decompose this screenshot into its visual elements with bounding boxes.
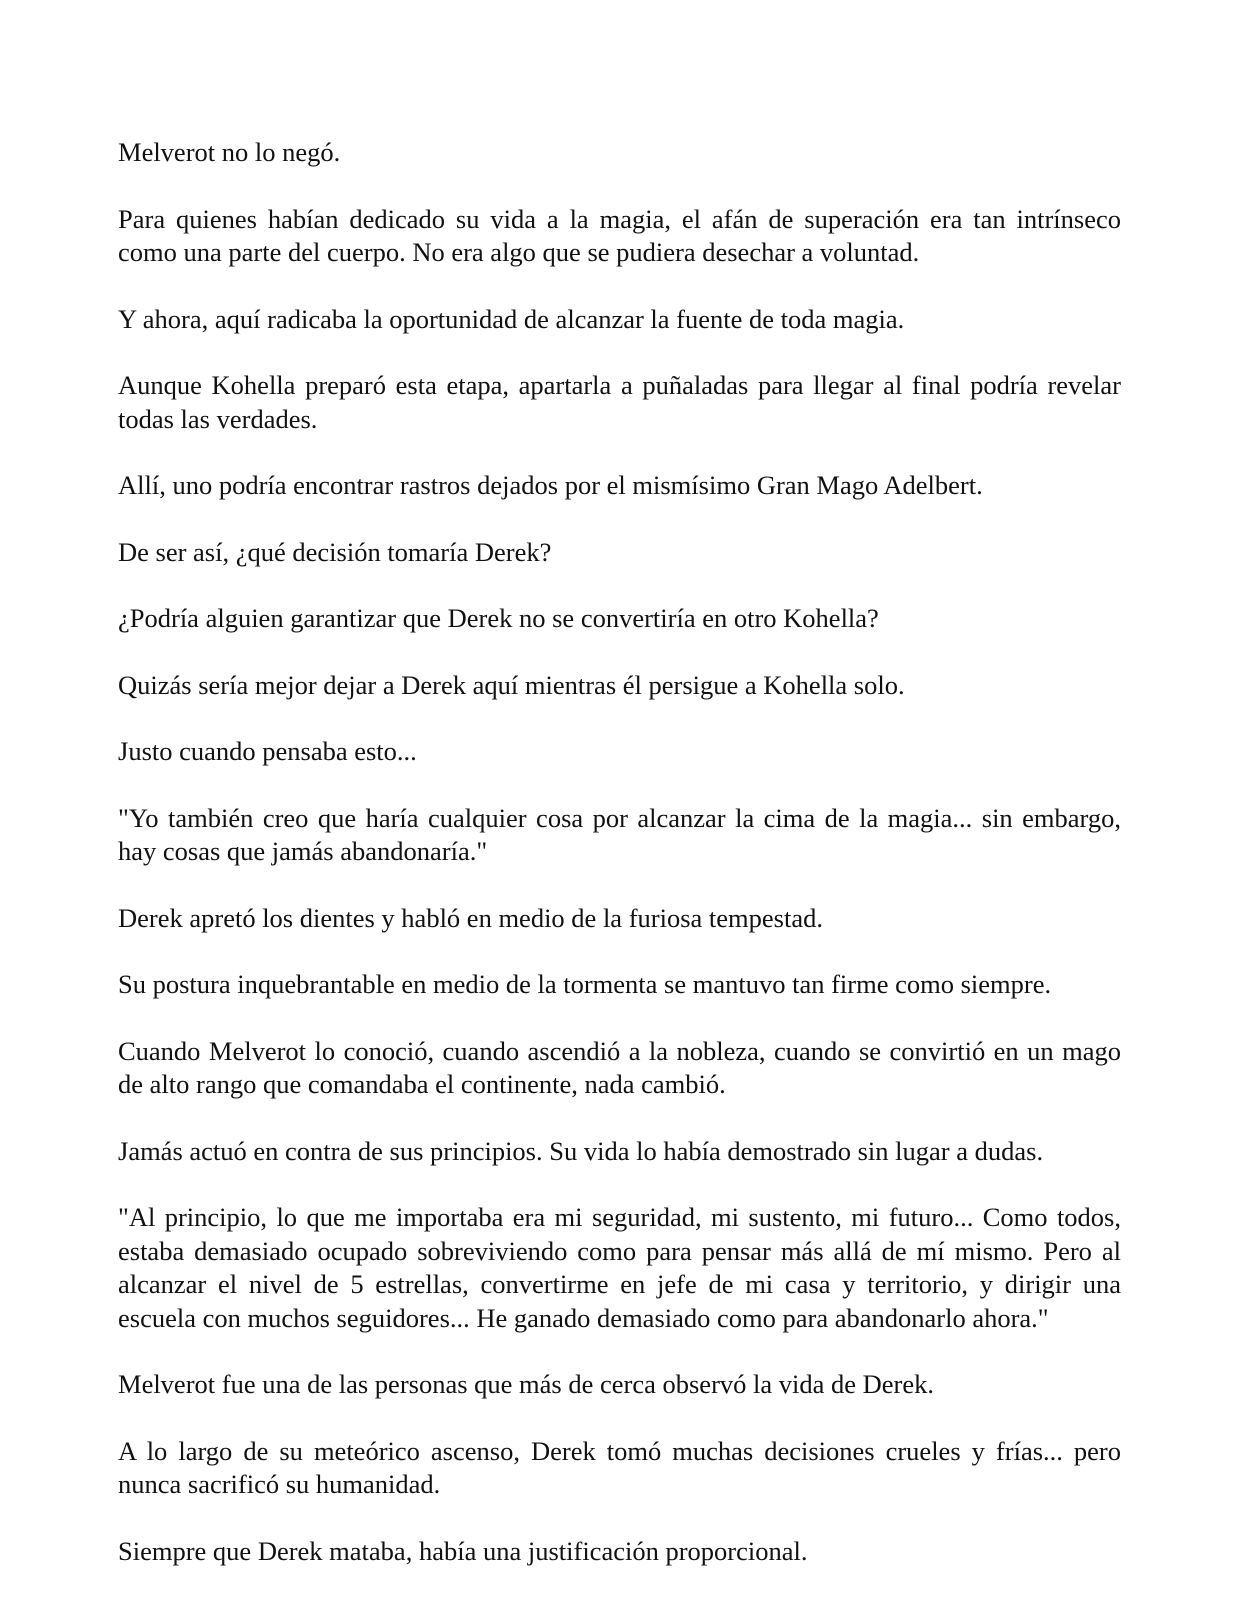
paragraph: Allí, uno podría encontrar rastros dejados por el mismísimo Gran Mago Adelbert. [118,470,983,500]
paragraph: "Yo también creo que haría cualquier cosa por alcanzar la cima de la magia... sin embargo, hay cosas que jamás abandonaría." [118,802,1121,866]
paragraph: Para quienes habían dedicado su vida a la magia, el afán de superación era tan intrínseco como una parte del cuerpo. No era algo que se pudiera desechar a voluntad. [118,203,1121,267]
paragraph: Derek apretó los dientes y habló en medio de la furiosa tempestad. [118,902,823,933]
document-page [118,136,1121,1568]
paragraph: Quizás sería mejor dejar a Derek aquí mientras él persigue a Kohella solo. [118,669,905,700]
paragraph: Su postura inquebrantable en medio de la tormenta se mantuvo tan firme como siempre. [118,969,1052,999]
paragraph: Jamás actuó en contra de sus principios. Su vida lo había demostrado sin lugar a dudas. [118,1135,1044,1166]
paragraph: Cuando Melverot lo conoció, cuando ascendió a la nobleza, cuando se convirtió en un mago de alto rango que comandaba el continente, nada cambió. [118,1035,1121,1099]
paragraph: De ser así, ¿qué decisión tomaría Derek? [118,536,552,567]
paragraph: Melverot fue una de las personas que más de cerca observó la vida de Derek. [118,1369,935,1399]
paragraph: Aunque Kohella preparó esta etapa, apartarla a puñaladas para llegar al final podría revelar todas las verdades. [118,370,1121,434]
paragraph: Justo cuando pensaba esto... [118,736,417,766]
paragraph: "Al principio, lo que me importaba era mi seguridad, mi sustento, mi futuro... Como todos, estaba demasiado ocupado sobreviviendo como para pensar más allá de mí mismo. Pero al alcanzar el nivel de 5 estrellas, convertirme en jefe de mi casa y territorio, y dirigir una escuela con muchos seguidores... He ganado demasiado como para abandonarlo ahora." [118,1202,1121,1333]
paragraph: Siempre que Derek mataba, había una justificación proporcional. [118,1535,808,1566]
paragraph: ¿Podría alguien garantizar que Derek no se convertiría en otro Kohella? [118,603,879,633]
paragraph: A lo largo de su meteórico ascenso, Derek tomó muchas decisiones crueles y frías... pero nunca sacrificó su humanidad. [118,1435,1121,1499]
paragraph: Y ahora, aquí radicaba la oportunidad de alcanzar la fuente de toda magia. [118,303,905,334]
paragraph: Melverot no lo negó. [118,137,341,167]
